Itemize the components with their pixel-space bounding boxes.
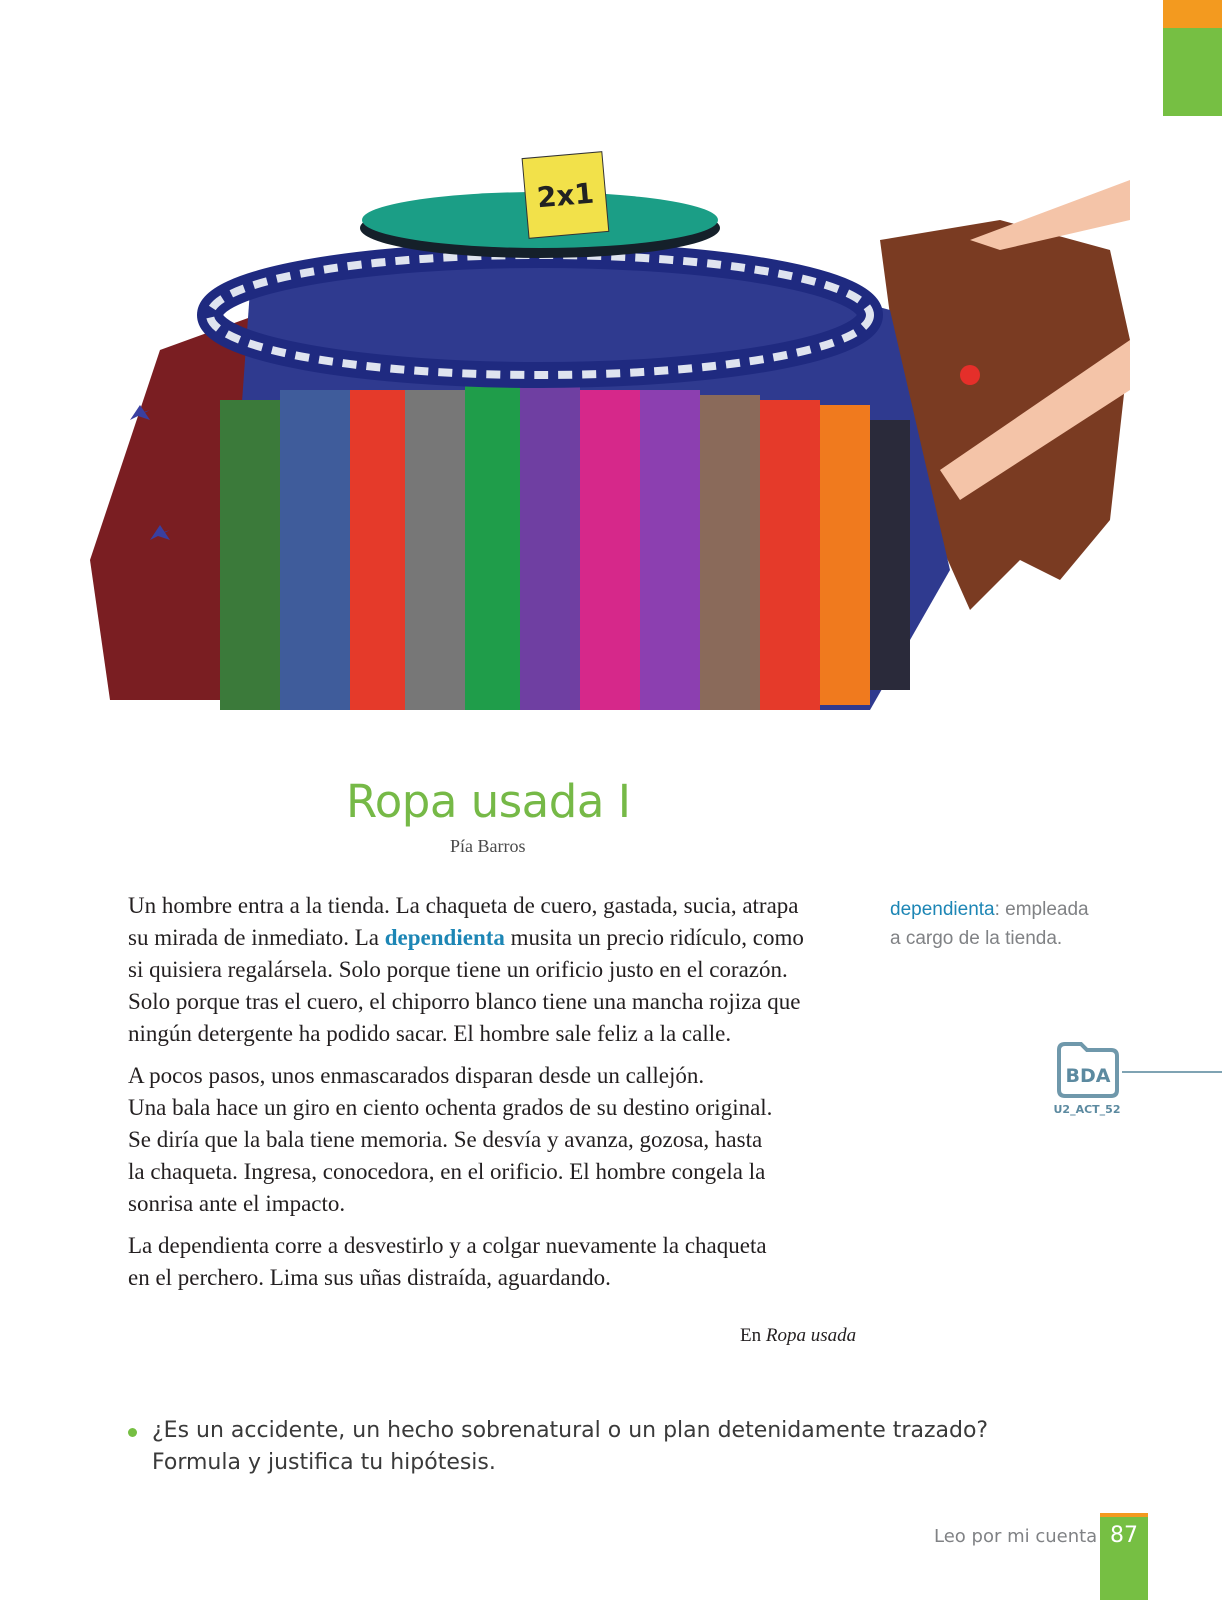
story-title: Ropa usada I: [346, 775, 631, 828]
story-line: si quisiera regalársela. Solo porque tiene un orificio justo en el corazón.: [128, 957, 788, 982]
story-fragment: su mirada de inmediato. La: [128, 925, 385, 950]
story-line: A pocos pasos, unos enmascarados disparan desde un callejón.: [128, 1063, 705, 1088]
corner-tab-green: [1163, 28, 1222, 116]
bda-resource-link[interactable]: [1051, 1040, 1222, 1120]
story-line: Una bala hace un giro en ciento ochenta grados de su destino original.: [128, 1095, 773, 1120]
folder-icon: [1051, 1040, 1123, 1102]
story-author: Pía Barros: [450, 836, 526, 856]
corner-tab-orange: [1163, 0, 1222, 28]
story-line: [128, 922, 858, 954]
story-source: [740, 1325, 856, 1347]
story-line: La dependienta corre a desvestirlo y a colgar nuevamente la chaqueta: [128, 1233, 767, 1258]
story-line: la chaqueta. Ingresa, conocedora, en el orificio. El hombre congela la: [128, 1159, 766, 1184]
section-label: Leo por mi cuenta: [934, 1526, 1098, 1547]
page-number-box: [1100, 1513, 1148, 1600]
bda-label: BDA: [1065, 1065, 1111, 1087]
question-line: ¿Es un accidente, un hecho sobrenatural o un plan detenidamente trazado?: [152, 1418, 989, 1443]
story-line: en el perchero. Lima sus uñas distraída, aguardando.: [128, 1265, 611, 1290]
story-paragraph-2: [128, 1060, 858, 1220]
glossary-term: dependienta: [890, 899, 995, 920]
price-sign: [522, 152, 609, 239]
glossary-word-dependienta: dependienta: [384, 925, 505, 950]
story-line: Un hombre entra a la tienda. La chaqueta de cuero, gastada, sucia, atrapa: [128, 893, 799, 918]
glossary-definition: : empleada: [994, 899, 1089, 920]
story-line: Solo porque tras el cuero, el chiporro blanco tiene una mancha rojiza que: [128, 989, 801, 1014]
source-work: Ropa usada: [765, 1325, 857, 1346]
bda-code: U2_ACT_52: [1053, 1103, 1121, 1116]
story-line: sonrisa ante el impacto.: [128, 1191, 346, 1216]
question-text: [152, 1415, 1012, 1479]
page-number: 87: [1110, 1523, 1138, 1548]
story-line: ningún detergente ha podido sacar. El hombre sale feliz a la calle.: [128, 1021, 732, 1046]
source-prefix: En: [740, 1325, 766, 1346]
clothing-rack-illustration: [70, 140, 1170, 730]
glossary-definition-cont: a cargo de la tienda.: [890, 928, 1063, 949]
price-sign-text: 2x1: [535, 176, 596, 215]
story-paragraph-3: [128, 1230, 858, 1294]
glossary-note: [890, 895, 1150, 953]
story-text: [128, 890, 858, 1304]
bullet-icon: [128, 1428, 137, 1437]
question-line: Formula y justifica tu hipótesis.: [152, 1450, 496, 1475]
bda-connector-line: [1122, 1071, 1222, 1073]
story-paragraph-1: [128, 890, 858, 1050]
story-line: Se diría que la bala tiene memoria. Se desvía y avanza, gozosa, hasta: [128, 1127, 763, 1152]
story-fragment: musita un precio ridículo, como: [504, 925, 804, 950]
